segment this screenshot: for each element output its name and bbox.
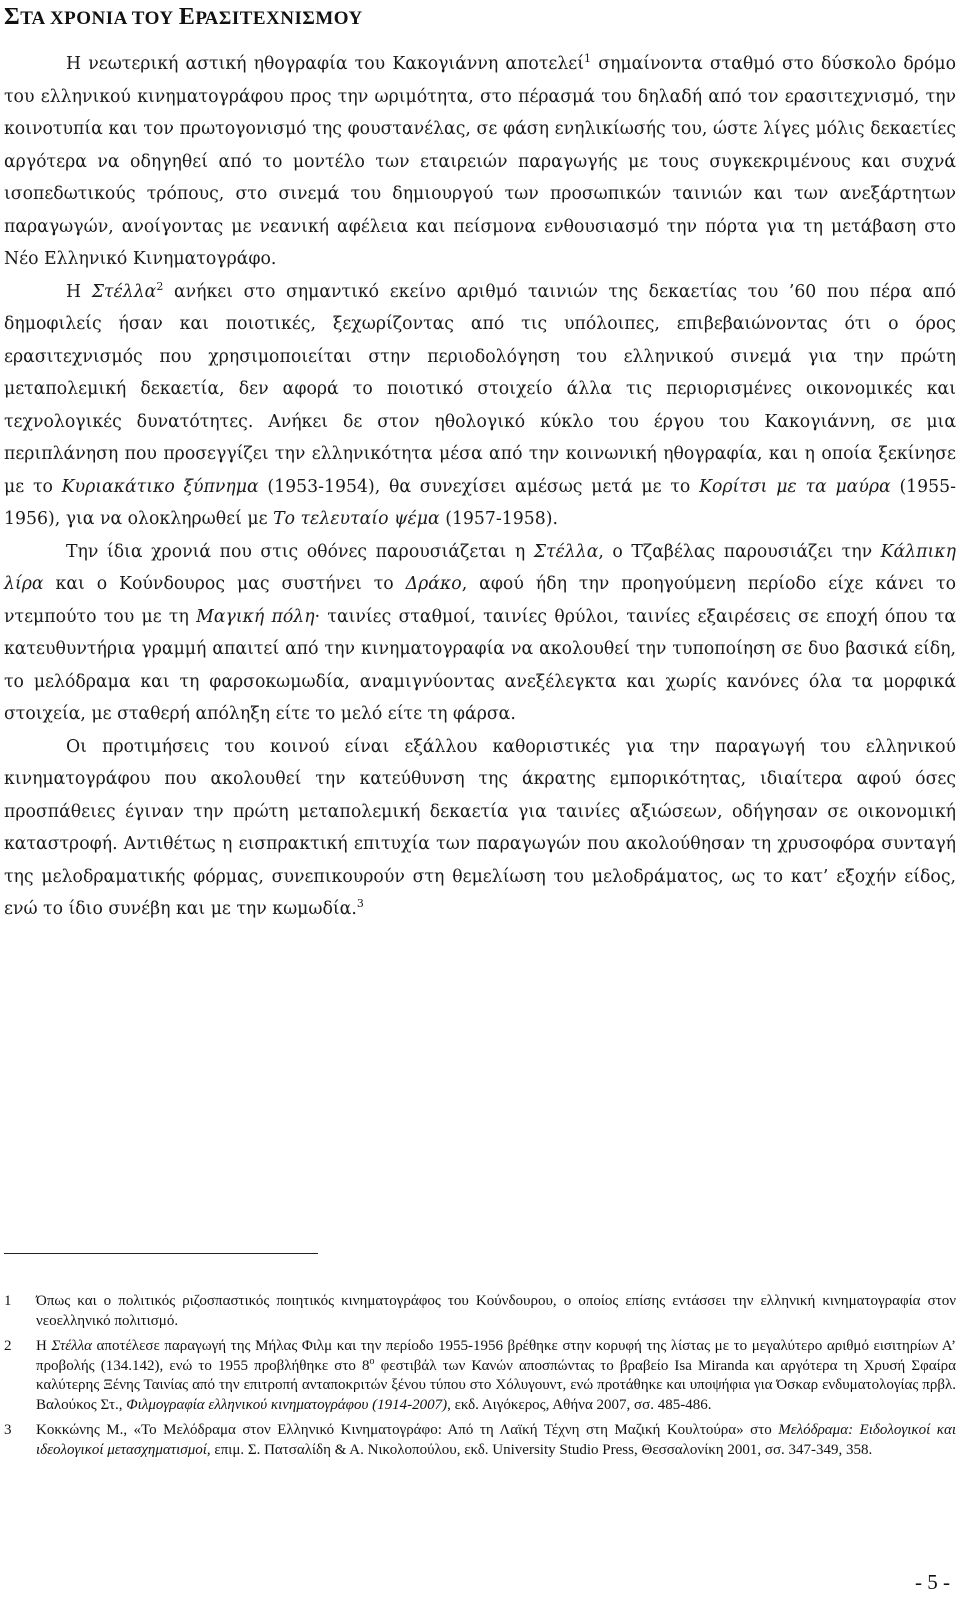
- paragraph-2: [4, 276, 956, 536]
- footnote-1: [4, 1292, 956, 1331]
- title-initial-2: Ε: [178, 4, 196, 30]
- film-title: Στέλλα: [91, 281, 157, 302]
- text-run: ανήκει στο σημαντικό εκείνο αριθμό ταινιών της δεκαετίας του ’60 που πέρα από δημοφιλείς ήσαν και ποιοτικές, ξεχωρίζοντας από τις υπόλοιπες, επιβεβαιώνοντας ότι ο όρος ερασιτεχνισμός που χρησιμοποιείται στην περιοδολόγηση του ελληνικού σινεμά για την πρώτη μεταπολεμική δεκαετία, δεν αφορά το ποιοτικό στοιχείο άλλα τις περιορισμένες οικονομικές και τεχνολογικές δυνατότητες. Ανήκει δε στον ηθολογικό κύκλο του έργου του Κακογιάννη, σε μια περιπλάνηση που προσεγγίζει την ελληνικότητα μέσα από την κοινωνική ηθογραφία, και η οποία ξεκίνησε με το: [4, 281, 956, 497]
- footnote-number: 3: [4, 1422, 12, 1438]
- text-run: σημαίνοντα σταθμό στο δύσκολο δρόμο του ελληνικού κινηματογράφου προς την ωριμότητα, στο πέρασμά του δηλαδή από τον ερασιτεχνισμό, την κοινοτυπία και τον πρωτογονισμό της φουστανέλας, σε φάση ενηλικίωσής του, ώστε λίγες μόλις δεκαετίες αργότερα να οδηγηθεί από το μοντέλο των εταιρειών παραγωγής με τους συγκεκριμένους και συχνά ισοπεδωτικούς τρόπους, στο σινεμά του δημιουργού των προσωπικών ταινιών και των ανεξάρτητων παραγωγών, ανοίγοντας με νεανική αφέλεια και πείσμονα ενθουσιασμό την πόρτα για τη μετάβαση στο Νέο Ελληνικό Κινηματογράφο.: [4, 54, 956, 269]
- page-number: - 5 -: [915, 1570, 950, 1594]
- chapter-title: [4, 0, 956, 30]
- footnote-separator: [4, 1253, 318, 1254]
- footnote-ref-1[interactable]: 1: [584, 52, 592, 66]
- document-page: [4, 0, 956, 1600]
- footnote-2: [4, 1337, 956, 1415]
- text-run: , ο Τζαβέλας παρουσιάζει την: [598, 541, 881, 562]
- text-run: , επιμ. Σ. Πατσαλίδη & Α. Νικολοπούλου, εκδ. University Studio Press, Θεσσαλονίκη 2001, σσ. 347-349, 358.: [206, 1441, 873, 1458]
- text-run: Η: [36, 1338, 52, 1354]
- title-part-2: ΡΑΣΙΤΕΧΝΙΣΜΟΥ: [195, 8, 363, 29]
- text-run: Την ίδια χρονιά που στις οθόνες παρουσιάζεται η: [66, 541, 534, 562]
- text-run: και ο Κούνδουρος μας συστήνει το: [43, 574, 406, 594]
- book-title: Φιλμογραφία ελληνικού κινηματογράφου (1914-2007): [126, 1396, 448, 1413]
- text-run: (1955-1956), για να ολοκληρωθεί με: [4, 476, 957, 529]
- text-run: Η: [66, 281, 92, 302]
- text-run: (1953-1954), θα συνεχίσει αμέσως μετά με το: [258, 476, 700, 497]
- text-run: Η νεωτερική αστική ηθογραφία του Κακογιάννη αποτελεί: [66, 54, 585, 74]
- film-title: Κάλπικη λίρα: [4, 541, 956, 594]
- footnote-ref-2[interactable]: 2: [156, 279, 164, 293]
- ordinal-suffix: ο: [369, 1355, 375, 1367]
- title-part-1: ΤΑ ΧΡΟΝΙΑ ΤΟΥ: [20, 8, 179, 29]
- paragraph-3: [4, 536, 956, 731]
- footnote-3: [4, 1421, 956, 1460]
- film-title: Δράκο: [405, 574, 462, 594]
- text-run: (1957-1958).: [439, 509, 558, 529]
- text-run: Οι προτιμήσεις του κοινού είναι εξάλλου καθοριστικές για την παραγωγή του ελληνικού κινηματογράφου που ακολουθεί την κατεύθυνση της άκρατης εμπορικότητας, ιδιαίτερα αφού όσες προσπάθειες έγιναν την πρώτη μεταπολεμική δεκαετία για ταινίες αξιώσεων, οδήγησαν σε οικονομική καταστροφή. Αντιθέτως η εισπρακτική επιτυχία των παραγωγών που ακολούθησαν τη χρυσοφόρα συνταγή της μελοδραματικής φόρμας, συνεπικουρούν στη θεμελίωση του μελοδράματος, ως το κατ’ εξοχήν είδος, ενώ το ίδιο συνέβη και με την κωμωδία.: [4, 736, 956, 919]
- text-run: · ταινίες σταθμοί, ταινίες θρύλοι, ταινίες εξαιρέσεις σε εποχή όπου τα κατευθυντήρια γραμμή απαιτεί από την κινηματογραφία να ακολουθεί την τυποποίηση σε δυο βασικά είδη, το μελόδραμα και τη φαρσοκωμωδία, αναμιγνύοντας ανεξέλεγκτα και χωρίς κανόνες όλα τα μορφικά στοιχεία, με σταθερή απόληξη είτε το μελό είτε τη φάρσα.: [4, 606, 956, 724]
- film-title: Κορίτσι με τα μαύρα: [699, 476, 891, 497]
- text-run: , εκδ. Αιγόκερος, Αθήνα 2007, σσ. 485-486.: [447, 1396, 712, 1413]
- book-title: Μελόδραμα: Ειδολογικοί και ιδεολογικοί μετασχηματισμοί: [36, 1422, 956, 1458]
- footnote-number: 2: [4, 1338, 12, 1354]
- film-title: Στέλλα: [51, 1338, 92, 1354]
- title-initial-1: Σ: [4, 4, 21, 30]
- text-run: , αφού ήδη την προηγούμενη περίοδο είχε κάνει το ντεμπούτο του με τη: [4, 574, 956, 627]
- film-title: Στέλλα: [533, 541, 599, 562]
- body-text: [4, 48, 956, 926]
- paragraph-1: [4, 48, 956, 276]
- text-run: φεστιβάλ των Κανών αποσπώντας το βραβείο Isa Miranda και αργότερα τη Χρυσή Σφαίρα καλύτερης Ξένης Ταινίας από την επιτροπή ανταποκριτών ξένου τύπου στο Χόλυγουντ, ενώ προτάθηκε και υποψήφια για Όσκαρ ενδυματολογίας πρβλ. Βαλούκος Στ.,: [36, 1357, 956, 1413]
- text-run: αποτέλεσε παραγωγή της Μήλας Φιλμ και την περίοδο 1955-1956 βρέθηκε στην κορυφή της λίστας με το μεγαλύτερο αριθμό εισιτηρίων Α’ προβολής (134.142), ενώ το 1955 προβλήθηκε στο 8: [36, 1338, 956, 1374]
- footnote-text: Όπως και ο πολιτικός ριζοσπαστικός ποιητικός κινηματογράφος του Κούνδουρου, ο οποίος επίσης εντάσσει την ελληνική κινηματογραφία στον νεοελληνικό πολιτισμό.: [36, 1293, 956, 1329]
- footnote-number: 1: [4, 1293, 12, 1309]
- text-run: Κοκκώνης Μ., «Το Μελόδραμα στον Ελληνικό Κινηματογράφο: Από τη Λαϊκή Τέχνη στη Μαζική Κουλτούρα» στο: [36, 1422, 779, 1438]
- film-title: Το τελευταίο ψέμα: [273, 509, 440, 529]
- paragraph-4: [4, 731, 956, 926]
- film-title: Μαγική πόλη: [196, 606, 315, 627]
- film-title: Κυριακάτικο ξύπνημα: [61, 476, 259, 497]
- footnote-ref-3[interactable]: 3: [356, 897, 364, 911]
- footnotes: [4, 1292, 956, 1466]
